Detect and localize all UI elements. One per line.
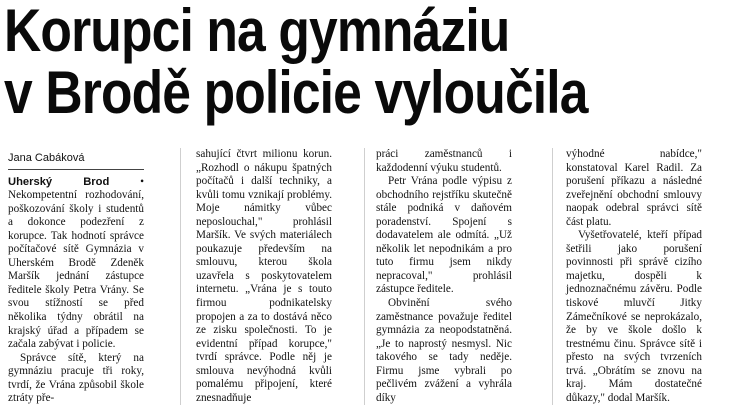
paragraph: Petr Vrána podle výpisu z obchodního rejstříku skutečně stále podniká v daňovém poradenství. Spojení s dodavatelem ale odmítá. „Už několik let nepodnikám a pro tuto firmu jsem nikdy nepracoval," prohlásil zástupce ředitele. bbox=[376, 175, 512, 296]
paragraph: sahující čtvrt milionu korun. „Rozhodl o nákupu špatných počítačů i další techniky, a kvůli tomu vznikají problémy. Moje námitky vůbec neposlouchal," prohlásil Maršík. Ve svých materiálech poukazuje především na smlouvu, kterou škola uzavřela s poskytovatelem internetu. „Vrána je s touto firmou podnikatelsky propojen a za to dostává něco ze zisku společnosti. To je evidentní případ korupce," tvrdí správce. Podle něj je smlouva nevýhodná kvůli pomalému připojení, které znesnadňuje bbox=[196, 148, 332, 404]
article-body bbox=[8, 148, 748, 405]
article-column-3 bbox=[376, 148, 512, 405]
paragraph: Vyšetřovatelé, kteří případ šetřili jako porušení povinnosti při správě cizího majetku, dospěli k jednoznačnému závěru. Podle tiskové mluvčí Jitky Zámečníkové se neprokázalo, že by ve škole došlo k trestnému činu. Správce sítě i přesto na svých tvrzeních trvá. „Obrátím se znovu na kraj. Mám dostatečné důkazy," dodal Maršík. bbox=[566, 229, 702, 404]
paragraph: práci zaměstnanců i každodenní výuku studentů. bbox=[376, 148, 512, 174]
paragraph-text: Nekompetentní rozhodování, poškozování školy i studentů a dokonce podezření z korupce. Tak hodnotí správce počítačové sítě Gymnázia v Uherském Brodě Zdeněk Maršík jednání zástupce ředitele školy Petra Vrány. Se svou stížností se před několika týdny obrátil na krajský úřad a případem se začala zabývat i policie. bbox=[8, 189, 144, 351]
article-column-1 bbox=[8, 152, 144, 406]
paragraph: Obvinění svého zaměstnance považuje ředitel gymnázia za neopodstatněná. „Je to naprostý nesmysl. Nic takového se tady neděje. Firmu jsme vybrali po pečlivém zvážení a vyhrála díky bbox=[376, 297, 512, 404]
dateline: Uherský Brod bbox=[8, 175, 110, 188]
paragraph bbox=[8, 176, 144, 352]
headline-line-1: Korupci na gymnáziu bbox=[4, 0, 510, 64]
paragraph: Správce sítě, který na gymnáziu pracuje tři roky, tvrdí, že Vrána způsobil škole ztráty pře- bbox=[8, 351, 144, 405]
author-byline: Jana Cabáková bbox=[8, 152, 144, 170]
bullet-separator: • bbox=[109, 175, 144, 188]
article-headline bbox=[4, 0, 645, 124]
article-column-4 bbox=[566, 148, 702, 405]
paragraph: výhodné nabídce," konstatoval Karel Radil. Za porušení příkazu a následné zveřejnění obchodní smlouvy naopak odebral správci sítě část platu. bbox=[566, 148, 702, 228]
headline-line-2: v Brodě policie vyloučila bbox=[4, 59, 588, 126]
article-column-2 bbox=[196, 148, 332, 405]
